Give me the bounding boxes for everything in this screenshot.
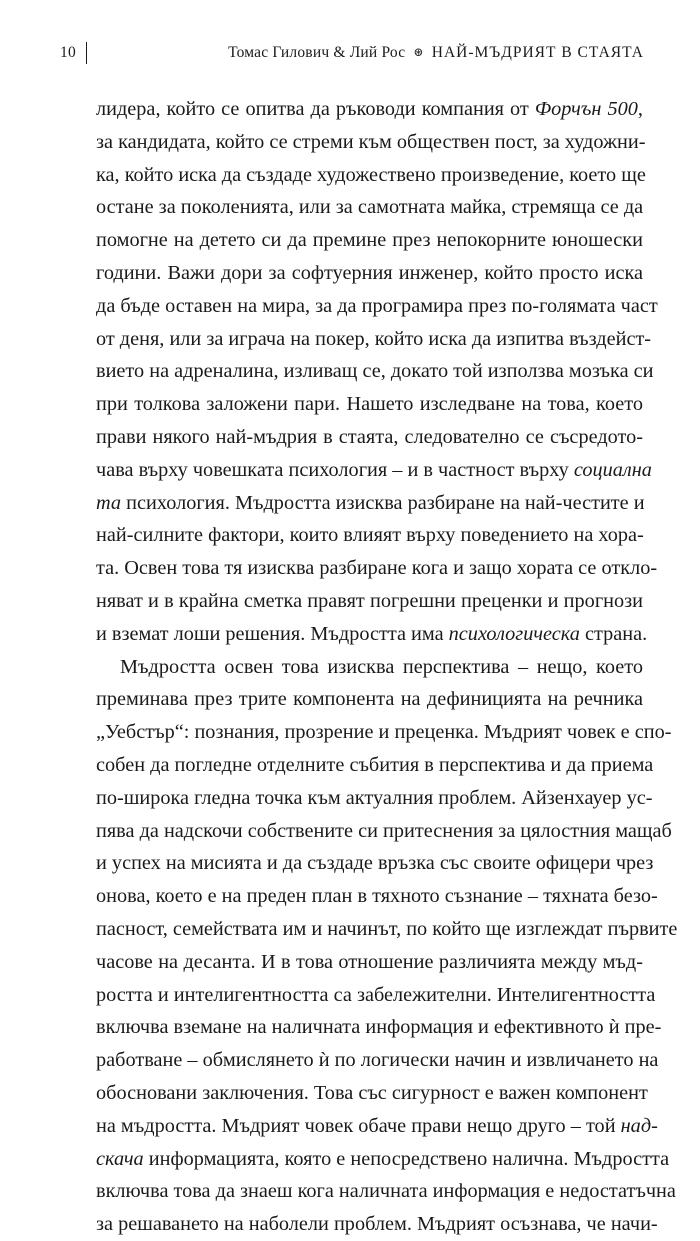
paragraph <box>96 651 678 1241</box>
text-line <box>96 1208 658 1241</box>
text-line <box>96 487 643 520</box>
text-run: , <box>637 98 643 120</box>
italic-text: та <box>96 491 122 514</box>
text-run: онова, което е на преден план в тяхното съзнание – тяхната безо- <box>96 885 658 908</box>
text-line <box>96 618 648 651</box>
text-line <box>96 651 643 684</box>
running-title <box>228 44 644 62</box>
text-run: по-широка гледна точка към актуалния проблем. Айзенхауер ус- <box>96 786 653 809</box>
text-run: ка, който иска да създаде художествено произведение, което ще <box>96 163 646 186</box>
text-line <box>96 93 643 126</box>
text-line <box>96 290 658 323</box>
text-run: да бъде оставен на мира, за да програмира през по-голямата част <box>96 294 658 317</box>
text-run: няват и в крайна сметка правят погрешни преценки и прогнози <box>96 589 643 612</box>
text-line <box>96 159 646 192</box>
text-run: включва вземане на наличната информация и ефективното ѝ пре- <box>96 1016 662 1039</box>
text-line <box>96 979 656 1012</box>
page-number: 10 <box>60 44 76 61</box>
text-run: за кандидата, който се стреми към обществен пост, за художни- <box>96 130 646 153</box>
text-line <box>96 946 643 979</box>
italic-text: Форчън 500 <box>534 98 638 120</box>
text-line <box>96 323 652 356</box>
text-line <box>96 126 646 159</box>
text-line <box>96 355 654 388</box>
text-run: вието на адреналина, изливащ се, докато той използва мозъка си <box>96 360 654 383</box>
text-run: чава върху човешката психология – и в частност върху <box>96 458 574 481</box>
text-line <box>96 1175 676 1208</box>
paragraph <box>96 93 658 651</box>
text-run: преминава през трите компонента на дефиницията на речника <box>96 688 643 711</box>
text-line <box>96 191 643 224</box>
text-line <box>96 552 658 585</box>
italic-text: над- <box>620 1114 658 1137</box>
text-run: при толкова заложени пари. Нашето изследване на това, което <box>96 393 643 416</box>
text-run: помогне на детето си да премине през непокорните юношески <box>96 229 643 252</box>
text-run: години. Важи дори за софтуерния инженер, който просто иска <box>96 261 643 284</box>
text-line <box>96 224 643 257</box>
text-run: пява да надскочи собствените си притеснения за цялостния мащаб <box>96 819 672 842</box>
text-line <box>96 1110 658 1143</box>
text-run: пасност, семействата им и начинът, по който ще изглеждат първите <box>96 917 678 940</box>
text-run: остане за поколенията, или за самотната майка, стремяща се да <box>96 196 644 219</box>
text-run: обосновани заключения. Това със сигурност е важен компонент <box>96 1081 648 1104</box>
italic-text: скача <box>96 1147 144 1170</box>
text-run: „Уебстър“: познания, прозрение и преценка. Мъдрият човек е спо- <box>96 721 672 744</box>
text-line <box>96 880 658 913</box>
text-run: психология. Мъдростта изисква разбиране на най-честите и <box>121 491 645 514</box>
header-book-title: НАЙ-МЪДРИЯТ В СТАЯТА <box>431 44 644 61</box>
text-line <box>96 1011 662 1044</box>
italic-text: психологическа <box>448 622 580 645</box>
text-run: собен да погледне отделните събития в перспектива и да приема <box>96 753 654 776</box>
text-run: за решаването на наболели проблем. Мъдрият осъзнава, че начи- <box>96 1213 658 1236</box>
text-run: та. Освен това тя изисква разбиране кога и защо хората се откло- <box>96 557 658 580</box>
body-text <box>96 93 678 1241</box>
text-line <box>96 782 653 815</box>
text-run: лидера, който се опитва да ръководи компания от <box>96 98 535 120</box>
text-line <box>96 585 643 618</box>
italic-text: социална <box>573 458 652 481</box>
text-line <box>96 454 652 487</box>
text-line <box>96 257 643 290</box>
text-run: Мъдростта освен това изисква перспектива – нещо, което <box>120 655 643 678</box>
text-line <box>96 683 643 716</box>
running-header <box>60 44 644 70</box>
text-run: ростта и интелигентността са забележителни. Интелигентността <box>96 983 656 1006</box>
text-line <box>96 716 672 749</box>
text-line <box>96 1077 648 1110</box>
text-run: работване – обмислянето ѝ по логически начин и извличането на <box>96 1049 659 1072</box>
text-line <box>96 388 643 421</box>
text-run: от деня, или за играча на покер, който иска да изпитва въздейст- <box>96 327 652 350</box>
text-run: и вземат лоши решения. Мъдростта има <box>96 622 449 645</box>
text-line <box>96 519 643 552</box>
text-line <box>96 1143 670 1176</box>
text-run: включва това да знаеш кога наличната информация е недостатъчна <box>96 1180 676 1203</box>
text-run: информацията, която е непосредствено налична. Мъдростта <box>143 1147 670 1170</box>
text-run: и успех на мисията и да създаде връзка със своите офицери чрез <box>96 852 654 875</box>
text-line <box>96 749 654 782</box>
text-line <box>96 1044 659 1077</box>
text-line <box>96 847 654 880</box>
text-line <box>96 815 672 848</box>
header-authors: Томас Гилович & Лий Рос <box>228 44 406 61</box>
text-line <box>96 421 643 454</box>
text-run: страна. <box>579 622 648 645</box>
text-run: на мъдростта. Мъдрият човек обаче прави нещо друго – той <box>96 1114 621 1137</box>
text-run: прави някого най-мъдрия в стаята, следователно се съсредото- <box>96 425 643 448</box>
text-line <box>96 913 678 946</box>
header-divider <box>86 42 87 64</box>
text-run: най-силните фактори, които влияят върху поведението на хора- <box>96 524 644 547</box>
header-separator-icon: ⊛ <box>413 45 424 59</box>
text-run: часове на десанта. И в това отношение различията между мъд- <box>96 950 643 973</box>
